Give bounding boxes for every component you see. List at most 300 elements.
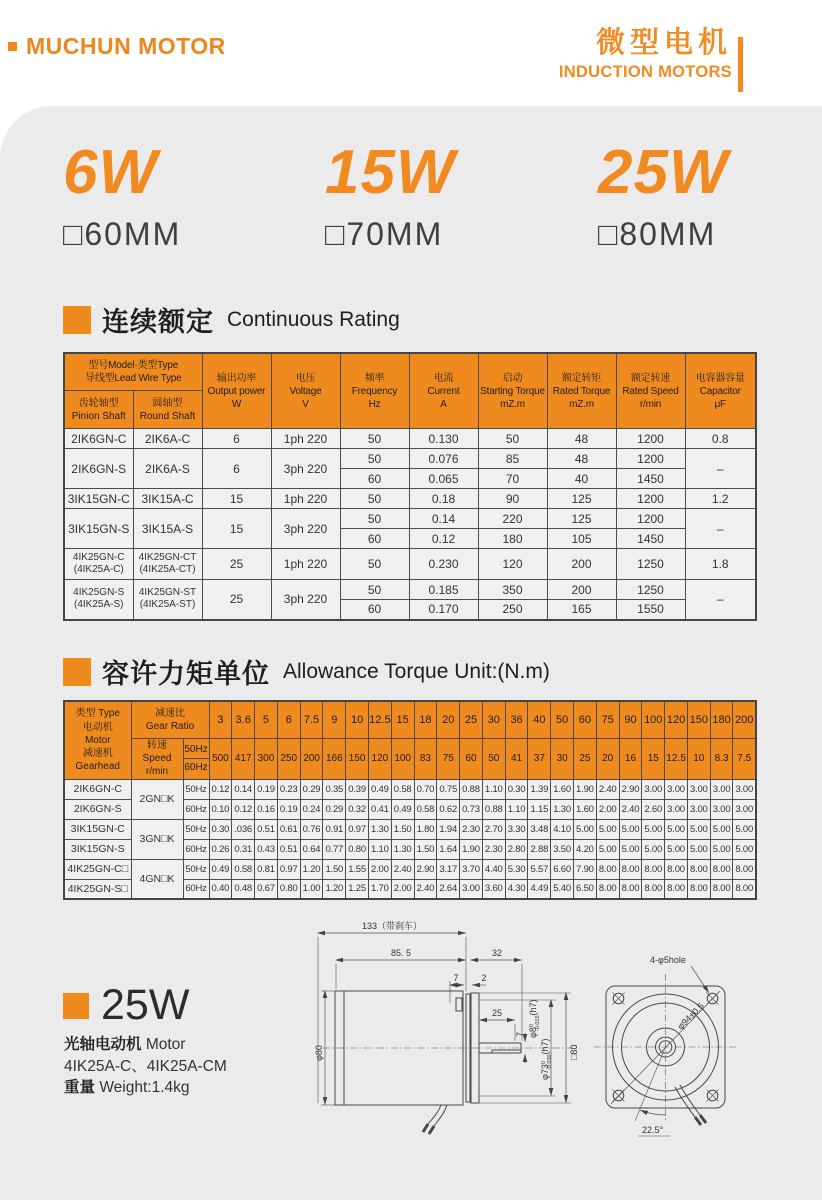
voltage-cell: 1ph 220: [271, 549, 340, 580]
header-line: mZ.m: [569, 398, 594, 410]
speed-value-header: 12.5: [665, 739, 688, 780]
torque-value-cell: 0.49: [368, 779, 391, 799]
dim-flange-square: □80: [569, 1044, 579, 1060]
torque-value-cell: 1.00: [300, 879, 323, 899]
torque-value-cell: 0.29: [300, 779, 323, 799]
torque-value-cell: 2.64: [437, 879, 460, 899]
col-header-hz: [183, 739, 209, 780]
torque-value-cell: 2.60: [642, 799, 665, 819]
torque-value-cell: 0.19: [277, 799, 300, 819]
header-line: 启动: [502, 372, 523, 384]
torque-value-cell: 3.48: [528, 819, 551, 839]
speed-value-header: 200: [300, 739, 323, 780]
torque-value-cell: 2.30: [482, 839, 505, 859]
value-cell: 250: [478, 600, 547, 620]
torque-value-cell: 0.30: [505, 779, 528, 799]
table-row: [64, 779, 756, 799]
gear-ratio-header: 18: [414, 701, 437, 739]
gear-ratio-header: 25: [460, 701, 483, 739]
dim-bolt-circle: φ94±0.5: [675, 1000, 706, 1032]
torque-value-cell: 1.10: [368, 839, 391, 859]
category-title-cn: 微型电机: [595, 27, 732, 59]
round-model-cell: [133, 580, 202, 620]
torque-value-cell: 4.10: [551, 819, 574, 839]
value-cell: 48: [547, 429, 616, 449]
speed-value-header: 41: [505, 739, 528, 780]
torque-value-cell: 1.20: [323, 879, 346, 899]
value-cell: 120: [478, 549, 547, 580]
model-line: 2IK6A-S: [145, 461, 190, 476]
header-line: Hz: [368, 398, 381, 410]
capacitor-cell: –: [685, 509, 756, 549]
col-header-capacitor: [685, 353, 756, 429]
table-row: [64, 509, 756, 529]
value-cell: 50: [340, 449, 409, 469]
torque-value-cell: 0.41: [368, 799, 391, 819]
gear-ratio-header: 36: [505, 701, 528, 739]
spec-motor-en: Motor: [145, 1036, 186, 1053]
model-line: (4IK25A-CT): [139, 564, 196, 575]
hz-50-label: 50Hz: [184, 741, 209, 759]
category-title-en: INDUCTION MOTORS: [558, 62, 732, 81]
gear-ratio-header: 10: [346, 701, 369, 739]
header-line: Rated Speed: [622, 385, 679, 397]
dim-body-length: 85. 5: [390, 948, 412, 958]
torque-value-cell: 3.70: [460, 859, 483, 879]
value-cell: 50: [340, 489, 409, 509]
section-title-allowance-torque: [63, 652, 550, 691]
product-power: 25W: [598, 138, 729, 207]
torque-value-cell: 8.00: [596, 859, 619, 879]
torque-value-cell: 8.00: [710, 879, 733, 899]
torque-value-cell: 0.29: [323, 799, 346, 819]
pinion-model-cell: [64, 549, 133, 580]
torque-value-cell: 8.00: [733, 859, 756, 879]
gear-ratio-header: 30: [482, 701, 505, 739]
motor-model-cell: 4IK25GN-C□: [64, 859, 131, 879]
torque-value-cell: 1.90: [574, 779, 597, 799]
model-line: 3IK15A-C: [141, 491, 194, 506]
torque-value-cell: 2.90: [619, 779, 642, 799]
value-cell: 60: [340, 529, 409, 549]
torque-value-cell: 0.75: [437, 779, 460, 799]
gear-ratio-header: 7.5: [300, 701, 323, 739]
torque-value-cell: 5.30: [505, 859, 528, 879]
dim-shaft-length: 25: [491, 1008, 503, 1018]
torque-value-cell: 2.00: [368, 859, 391, 879]
torque-value-cell: 0.26: [209, 839, 232, 859]
gearhead-cell: 2GN□K: [131, 779, 183, 819]
torque-value-cell: 2.40: [414, 879, 437, 899]
value-cell: 90: [478, 489, 547, 509]
round-model-cell: [133, 509, 202, 549]
speed-value-header: 417: [232, 739, 255, 780]
torque-value-cell: 8.00: [687, 859, 710, 879]
header-line: mZ.m: [500, 398, 525, 410]
torque-value-cell: 4.49: [528, 879, 551, 899]
brand-bullet-icon: [8, 42, 17, 51]
torque-value-cell: 5.00: [665, 839, 688, 859]
torque-value-cell: 5.00: [619, 839, 642, 859]
hz-cell: 50Hz: [183, 779, 209, 799]
torque-value-cell: 3.00: [687, 779, 710, 799]
torque-value-cell: 0.76: [300, 819, 323, 839]
torque-value-cell: 3.00: [687, 799, 710, 819]
torque-value-cell: 0.24: [300, 799, 323, 819]
spec-models-line: 4IK25A-C、4IK25A-CM: [64, 1057, 227, 1075]
round-model-cell: [133, 449, 202, 489]
motor-model-cell: 4IK25GN-S□: [64, 879, 131, 899]
torque-value-cell: 1.60: [551, 779, 574, 799]
torque-value-cell: 1.10: [482, 779, 505, 799]
gear-ratio-header: 6: [277, 701, 300, 739]
model-line: (4IK25A-ST): [139, 599, 196, 611]
dim-brake-gap: 7: [453, 973, 459, 983]
section-title-en: Allowance Torque Unit:(N.m): [283, 659, 550, 683]
torque-value-cell: 0.10: [209, 799, 232, 819]
value-cell: 0.12: [409, 529, 478, 549]
section-title-en: Continuous Rating: [227, 307, 400, 331]
model-line: 4IK25GN-CT: [138, 552, 197, 563]
dim-shaft-diameter: $\varphi 8^0-0.015(h7)$: [528, 999, 541, 1038]
torque-value-cell: 5.00: [665, 819, 688, 839]
torque-value-cell: 0.40: [209, 879, 232, 899]
product-power: 6W: [63, 138, 158, 207]
torque-value-cell: 1.90: [460, 839, 483, 859]
round-model-cell: [133, 489, 202, 509]
output-power-cell: 6: [202, 429, 271, 449]
value-cell: 0.065: [409, 469, 478, 489]
header-line: Motor: [84, 734, 111, 746]
col-header-current: [409, 353, 478, 429]
capacitor-cell: –: [685, 580, 756, 620]
col-header-speed: [131, 739, 183, 780]
spec-weight-en: Weight:1.4kg: [99, 1079, 190, 1097]
torque-value-cell: 1.10: [505, 799, 528, 819]
orange-square-icon: [63, 306, 91, 334]
dim-overall-length: 133（带刹车）: [361, 921, 423, 931]
torque-value-cell: 5.40: [551, 879, 574, 899]
value-cell: 350: [478, 580, 547, 600]
header-line: Speed r/min: [142, 753, 172, 778]
spec-25w-details: [64, 1034, 227, 1099]
torque-value-cell: 1.64: [437, 839, 460, 859]
header-line: 转速: [147, 740, 167, 751]
torque-value-cell: 0.49: [209, 859, 232, 879]
torque-value-cell: 0.49: [391, 799, 414, 819]
header-line: 减速比: [155, 707, 185, 719]
torque-value-cell: 1.50: [323, 859, 346, 879]
product-power: 15W: [325, 138, 456, 207]
speed-value-header: 8.3: [710, 739, 733, 780]
torque-value-cell: 3.00: [642, 779, 665, 799]
torque-value-cell: 0.39: [346, 779, 369, 799]
torque-value-cell: 1.80: [414, 819, 437, 839]
torque-value-cell: 5.00: [596, 839, 619, 859]
orange-square-icon: [63, 658, 91, 686]
torque-value-cell: 0.14: [232, 779, 255, 799]
torque-value-cell: 0.51: [277, 839, 300, 859]
value-cell: 0.076: [409, 449, 478, 469]
torque-value-cell: 8.00: [733, 879, 756, 899]
motor-model-cell: 2IK6GN-C: [64, 779, 131, 799]
torque-value-cell: 1.94: [437, 819, 460, 839]
speed-value-header: 83: [414, 739, 437, 780]
torque-value-cell: 2.90: [414, 859, 437, 879]
voltage-cell: 3ph 220: [271, 580, 340, 620]
torque-value-cell: 2.00: [596, 799, 619, 819]
speed-value-header: 60: [460, 739, 483, 780]
torque-value-cell: 0.19: [255, 779, 278, 799]
torque-value-cell: 3.60: [482, 879, 505, 899]
header-line: W: [231, 398, 242, 410]
torque-value-cell: 3.00: [710, 799, 733, 819]
torque-value-cell: 5.00: [733, 839, 756, 859]
torque-value-cell: 7.90: [574, 859, 597, 879]
torque-value-cell: 3.00: [733, 799, 756, 819]
spec-weight-line: [64, 1077, 227, 1099]
hz-60-label: 60Hz: [184, 762, 208, 774]
torque-value-cell: 8.00: [619, 879, 642, 899]
torque-value-cell: 6.50: [574, 879, 597, 899]
product-25w: [598, 138, 729, 252]
torque-value-cell: 0.31: [232, 839, 255, 859]
speed-value-header: 20: [596, 739, 619, 780]
speed-value-header: 250: [277, 739, 300, 780]
round-model-cell: [133, 429, 202, 449]
torque-value-cell: 0.43: [255, 839, 278, 859]
torque-value-cell: 3.00: [665, 779, 688, 799]
gear-ratio-header: 15: [391, 701, 414, 739]
model-line: 2IK6GN-C: [71, 431, 127, 446]
voltage-cell: 1ph 220: [271, 429, 340, 449]
torque-value-cell: 8.00: [665, 859, 688, 879]
value-cell: 70: [478, 469, 547, 489]
output-power-cell: 6: [202, 449, 271, 489]
header-line: Capacitor: [699, 385, 741, 397]
motor-model-cell: 3IK15GN-S: [64, 839, 131, 859]
value-cell: 85: [478, 449, 547, 469]
value-cell: 60: [340, 469, 409, 489]
value-cell: 1200: [616, 449, 685, 469]
speed-value-header: 10: [687, 739, 710, 780]
voltage-cell: 3ph 220: [271, 509, 340, 549]
value-cell: 0.230: [409, 549, 478, 580]
torque-value-cell: 8.00: [642, 879, 665, 899]
torque-value-cell: 0.70: [414, 779, 437, 799]
header-line: 齿轮轴型: [78, 397, 119, 409]
model-line: 4IK25GN-S: [73, 587, 125, 599]
header-line: 型号Model·类型Type: [88, 360, 178, 371]
gear-ratio-header: 20: [437, 701, 460, 739]
col-header-type: [64, 701, 131, 779]
gear-ratio-header: 100: [642, 701, 665, 739]
header-line: 类型 Type: [75, 708, 120, 720]
col-header-model: [64, 353, 202, 391]
torque-value-cell: 5.00: [687, 839, 710, 859]
technical-drawing: [278, 903, 820, 1198]
continuous-rating-table: [63, 352, 757, 621]
hz-cell: 50Hz: [183, 859, 209, 879]
value-cell: 50: [340, 509, 409, 529]
torque-value-cell: 8.00: [642, 859, 665, 879]
gear-ratio-header: 9: [323, 701, 346, 739]
torque-value-cell: 8.00: [619, 859, 642, 879]
value-cell: 105: [547, 529, 616, 549]
col-header-gear-ratio: [131, 701, 209, 739]
model-line: 3IK15GN-S: [68, 521, 130, 536]
section-title-cn: 连续额定: [102, 307, 214, 337]
capacitor-cell: 1.8: [685, 549, 756, 580]
dim-wire-angle: 22.5°: [642, 1125, 664, 1135]
col-header-output: [202, 353, 271, 429]
torque-value-cell: 1.30: [391, 839, 414, 859]
torque-value-cell: 0.58: [414, 799, 437, 819]
value-cell: 48: [547, 449, 616, 469]
torque-value-cell: 3.30: [505, 819, 528, 839]
torque-value-cell: 1.70: [368, 879, 391, 899]
torque-value-cell: 1.30: [551, 799, 574, 819]
pinion-model-cell: [64, 449, 133, 489]
speed-value-header: 7.5: [733, 739, 756, 780]
torque-value-cell: 0.51: [255, 819, 278, 839]
torque-value-cell: 0.81: [255, 859, 278, 879]
value-cell: 220: [478, 509, 547, 529]
header-line: 电压: [295, 372, 316, 384]
spec-motor-cn: 光轴电动机: [64, 1036, 142, 1053]
torque-value-cell: 2.70: [482, 819, 505, 839]
value-cell: 0.185: [409, 580, 478, 600]
header-line: Pinion Shaft: [71, 410, 126, 422]
header-line: Starting Torque: [480, 385, 545, 397]
header-line: Round Shaft: [139, 410, 196, 422]
header-line: Gear Ratio: [145, 721, 195, 732]
speed-value-header: 30: [551, 739, 574, 780]
torque-value-cell: 2.30: [460, 819, 483, 839]
torque-value-cell: 1.50: [391, 819, 414, 839]
speed-value-header: 37: [528, 739, 551, 780]
speed-value-header: 120: [368, 739, 391, 780]
product-frame: □70MM: [325, 216, 444, 252]
value-cell: 165: [547, 600, 616, 620]
value-cell: 40: [547, 469, 616, 489]
dim-body-diameter: φ80: [314, 1045, 324, 1061]
gear-ratio-header: 200: [733, 701, 756, 739]
speed-value-header: 166: [323, 739, 346, 780]
gearhead-cell: 4GN□K: [131, 859, 183, 899]
torque-value-cell: 1.20: [300, 859, 323, 879]
output-power-cell: 15: [202, 509, 271, 549]
torque-value-cell: 5.00: [710, 839, 733, 859]
value-cell: 1200: [616, 509, 685, 529]
torque-value-cell: 1.25: [346, 879, 369, 899]
product-frame: □80MM: [598, 216, 717, 252]
header-line: 额定转速: [630, 372, 671, 384]
table-row: [64, 549, 756, 580]
header-line: 输出功率: [216, 372, 257, 384]
torque-value-cell: 1.50: [414, 839, 437, 859]
header-line: Rated Torque: [552, 385, 611, 397]
gear-ratio-header: 150: [687, 701, 710, 739]
spec-motor-line: [64, 1034, 227, 1056]
torque-value-cell: 4.30: [505, 879, 528, 899]
header-line: 电容器容量: [695, 372, 745, 384]
torque-value-cell: 5.00: [642, 839, 665, 859]
value-cell: 50: [340, 549, 409, 580]
header-line: 导线型Lead Wire Type: [85, 373, 182, 384]
model-line: 2IK6A-C: [144, 431, 191, 446]
allowance-torque-table: [63, 700, 757, 900]
gear-ratio-header: 90: [619, 701, 642, 739]
gear-ratio-header: 5: [255, 701, 278, 739]
product-frame: □60MM: [63, 216, 182, 252]
torque-value-cell: 0.23: [277, 779, 300, 799]
speed-value-header: 75: [437, 739, 460, 780]
torque-value-cell: 1.39: [528, 779, 551, 799]
pinion-model-cell: [64, 580, 133, 620]
torque-value-cell: 0.12: [232, 799, 255, 819]
side-view-dimensions: [314, 920, 579, 1105]
output-power-cell: 25: [202, 549, 271, 580]
torque-value-cell: 0.73: [460, 799, 483, 819]
header-line: A: [440, 398, 447, 410]
torque-value-cell: 2.40: [596, 779, 619, 799]
torque-value-cell: 0.77: [323, 839, 346, 859]
header-line: 电流: [433, 372, 454, 384]
torque-value-cell: 3.00: [710, 779, 733, 799]
header-line: 圆轴型: [152, 397, 183, 409]
product-6w: [63, 138, 182, 252]
torque-value-cell: 0.61: [277, 819, 300, 839]
torque-value-cell: 0.97: [277, 859, 300, 879]
gear-ratio-header: 60: [574, 701, 597, 739]
torque-value-cell: 3.17: [437, 859, 460, 879]
hz-cell: 60Hz: [183, 879, 209, 899]
value-cell: 200: [547, 580, 616, 600]
torque-value-cell: 8.00: [665, 879, 688, 899]
value-cell: 0.130: [409, 429, 478, 449]
header-line: 减速机: [82, 747, 113, 759]
voltage-cell: 1ph 220: [271, 489, 340, 509]
speed-value-header: 25: [574, 739, 597, 780]
col-header-pinion-shaft: [64, 391, 133, 429]
torque-value-cell: 8.00: [687, 879, 710, 899]
torque-value-cell: 0.64: [300, 839, 323, 859]
gearhead-cell: 3GN□K: [131, 819, 183, 859]
value-cell: 50: [340, 429, 409, 449]
table-row: [64, 859, 756, 879]
model-line: (4IK25A-C): [73, 564, 124, 575]
gear-ratio-header: 3.6: [232, 701, 255, 739]
torque-value-cell: 3.00: [665, 799, 688, 819]
value-cell: 1200: [616, 429, 685, 449]
value-cell: 1450: [616, 529, 685, 549]
capacitor-cell: 0.8: [685, 429, 756, 449]
round-model-cell: [133, 549, 202, 580]
value-cell: 200: [547, 549, 616, 580]
product-15w: [325, 138, 456, 252]
pinion-model-cell: [64, 509, 133, 549]
hz-cell: 50Hz: [183, 819, 209, 839]
header-line: 电动机: [82, 721, 113, 733]
table-row: [64, 449, 756, 469]
header-line: 额定转矩: [561, 372, 602, 384]
output-power-cell: 15: [202, 489, 271, 509]
speed-value-header: 100: [391, 739, 414, 780]
torque-value-cell: 8.00: [710, 859, 733, 879]
torque-value-cell: 0.88: [482, 799, 505, 819]
value-cell: 1250: [616, 580, 685, 600]
